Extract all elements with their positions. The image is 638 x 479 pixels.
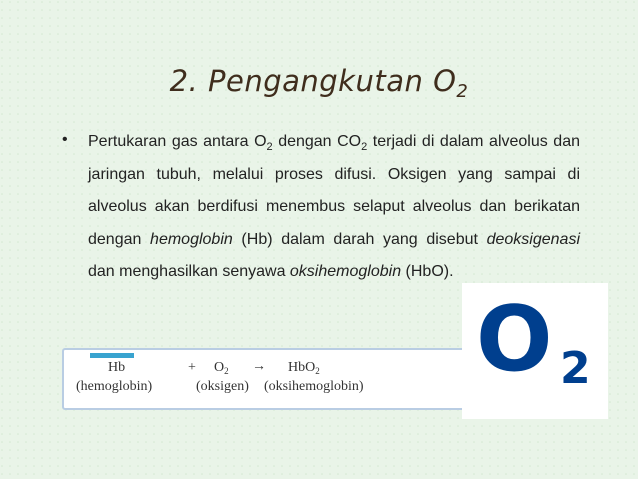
eq-hbo2-sub: 2 — [315, 366, 320, 376]
para-subscript: 2 — [361, 141, 368, 153]
body-paragraph — [88, 126, 580, 289]
para-text: Pertukaran gas antara O — [88, 133, 267, 150]
para-italic: deoksigenasi — [486, 230, 580, 248]
reaction-equation — [62, 348, 476, 410]
eq-o2-letter: O — [214, 360, 225, 375]
para-text: (Hb) dalam darah yang disebut — [232, 230, 487, 248]
eq-plus: + — [188, 360, 196, 375]
o2-subscript: 2 — [560, 343, 591, 394]
accent-bar — [90, 353, 134, 358]
para-text: dengan CO — [272, 133, 362, 150]
title-text: 2. Pengangkutan O — [169, 64, 457, 98]
para-italic: hemoglobin — [150, 230, 233, 248]
eq-o2-label: (oksigen) — [196, 379, 249, 394]
title-subscript: 2 — [456, 81, 469, 102]
para-italic: oksihemoglobin — [289, 263, 402, 281]
eq-o2 — [214, 360, 229, 376]
para-subscript: 2 — [266, 141, 273, 153]
para-text: dan menghasilkan senyawa — [88, 263, 290, 281]
eq-arrow: → — [252, 359, 266, 374]
para-text: terjadi di dalam alveolus dan jaringan tubuh, melalui proses difusi. Oksigen yang sampai di alveolus akan berdifusi menembus selaput alveolus dan berikatan dengan — [88, 133, 580, 248]
para-text: (HbO). — [401, 263, 454, 281]
o2-image — [462, 283, 608, 419]
eq-hb-label: (hemoglobin) — [76, 379, 153, 394]
slide-title — [0, 64, 638, 102]
eq-hbo2-letters: HbO — [288, 360, 316, 375]
eq-hb: Hb — [108, 360, 126, 375]
eq-o2-sub: 2 — [224, 366, 229, 376]
o2-letter: O — [476, 287, 553, 392]
eq-hbo2 — [288, 360, 320, 376]
eq-hbo2-label: (oksihemoglobin) — [264, 379, 364, 394]
bullet-marker: • — [62, 131, 68, 148]
